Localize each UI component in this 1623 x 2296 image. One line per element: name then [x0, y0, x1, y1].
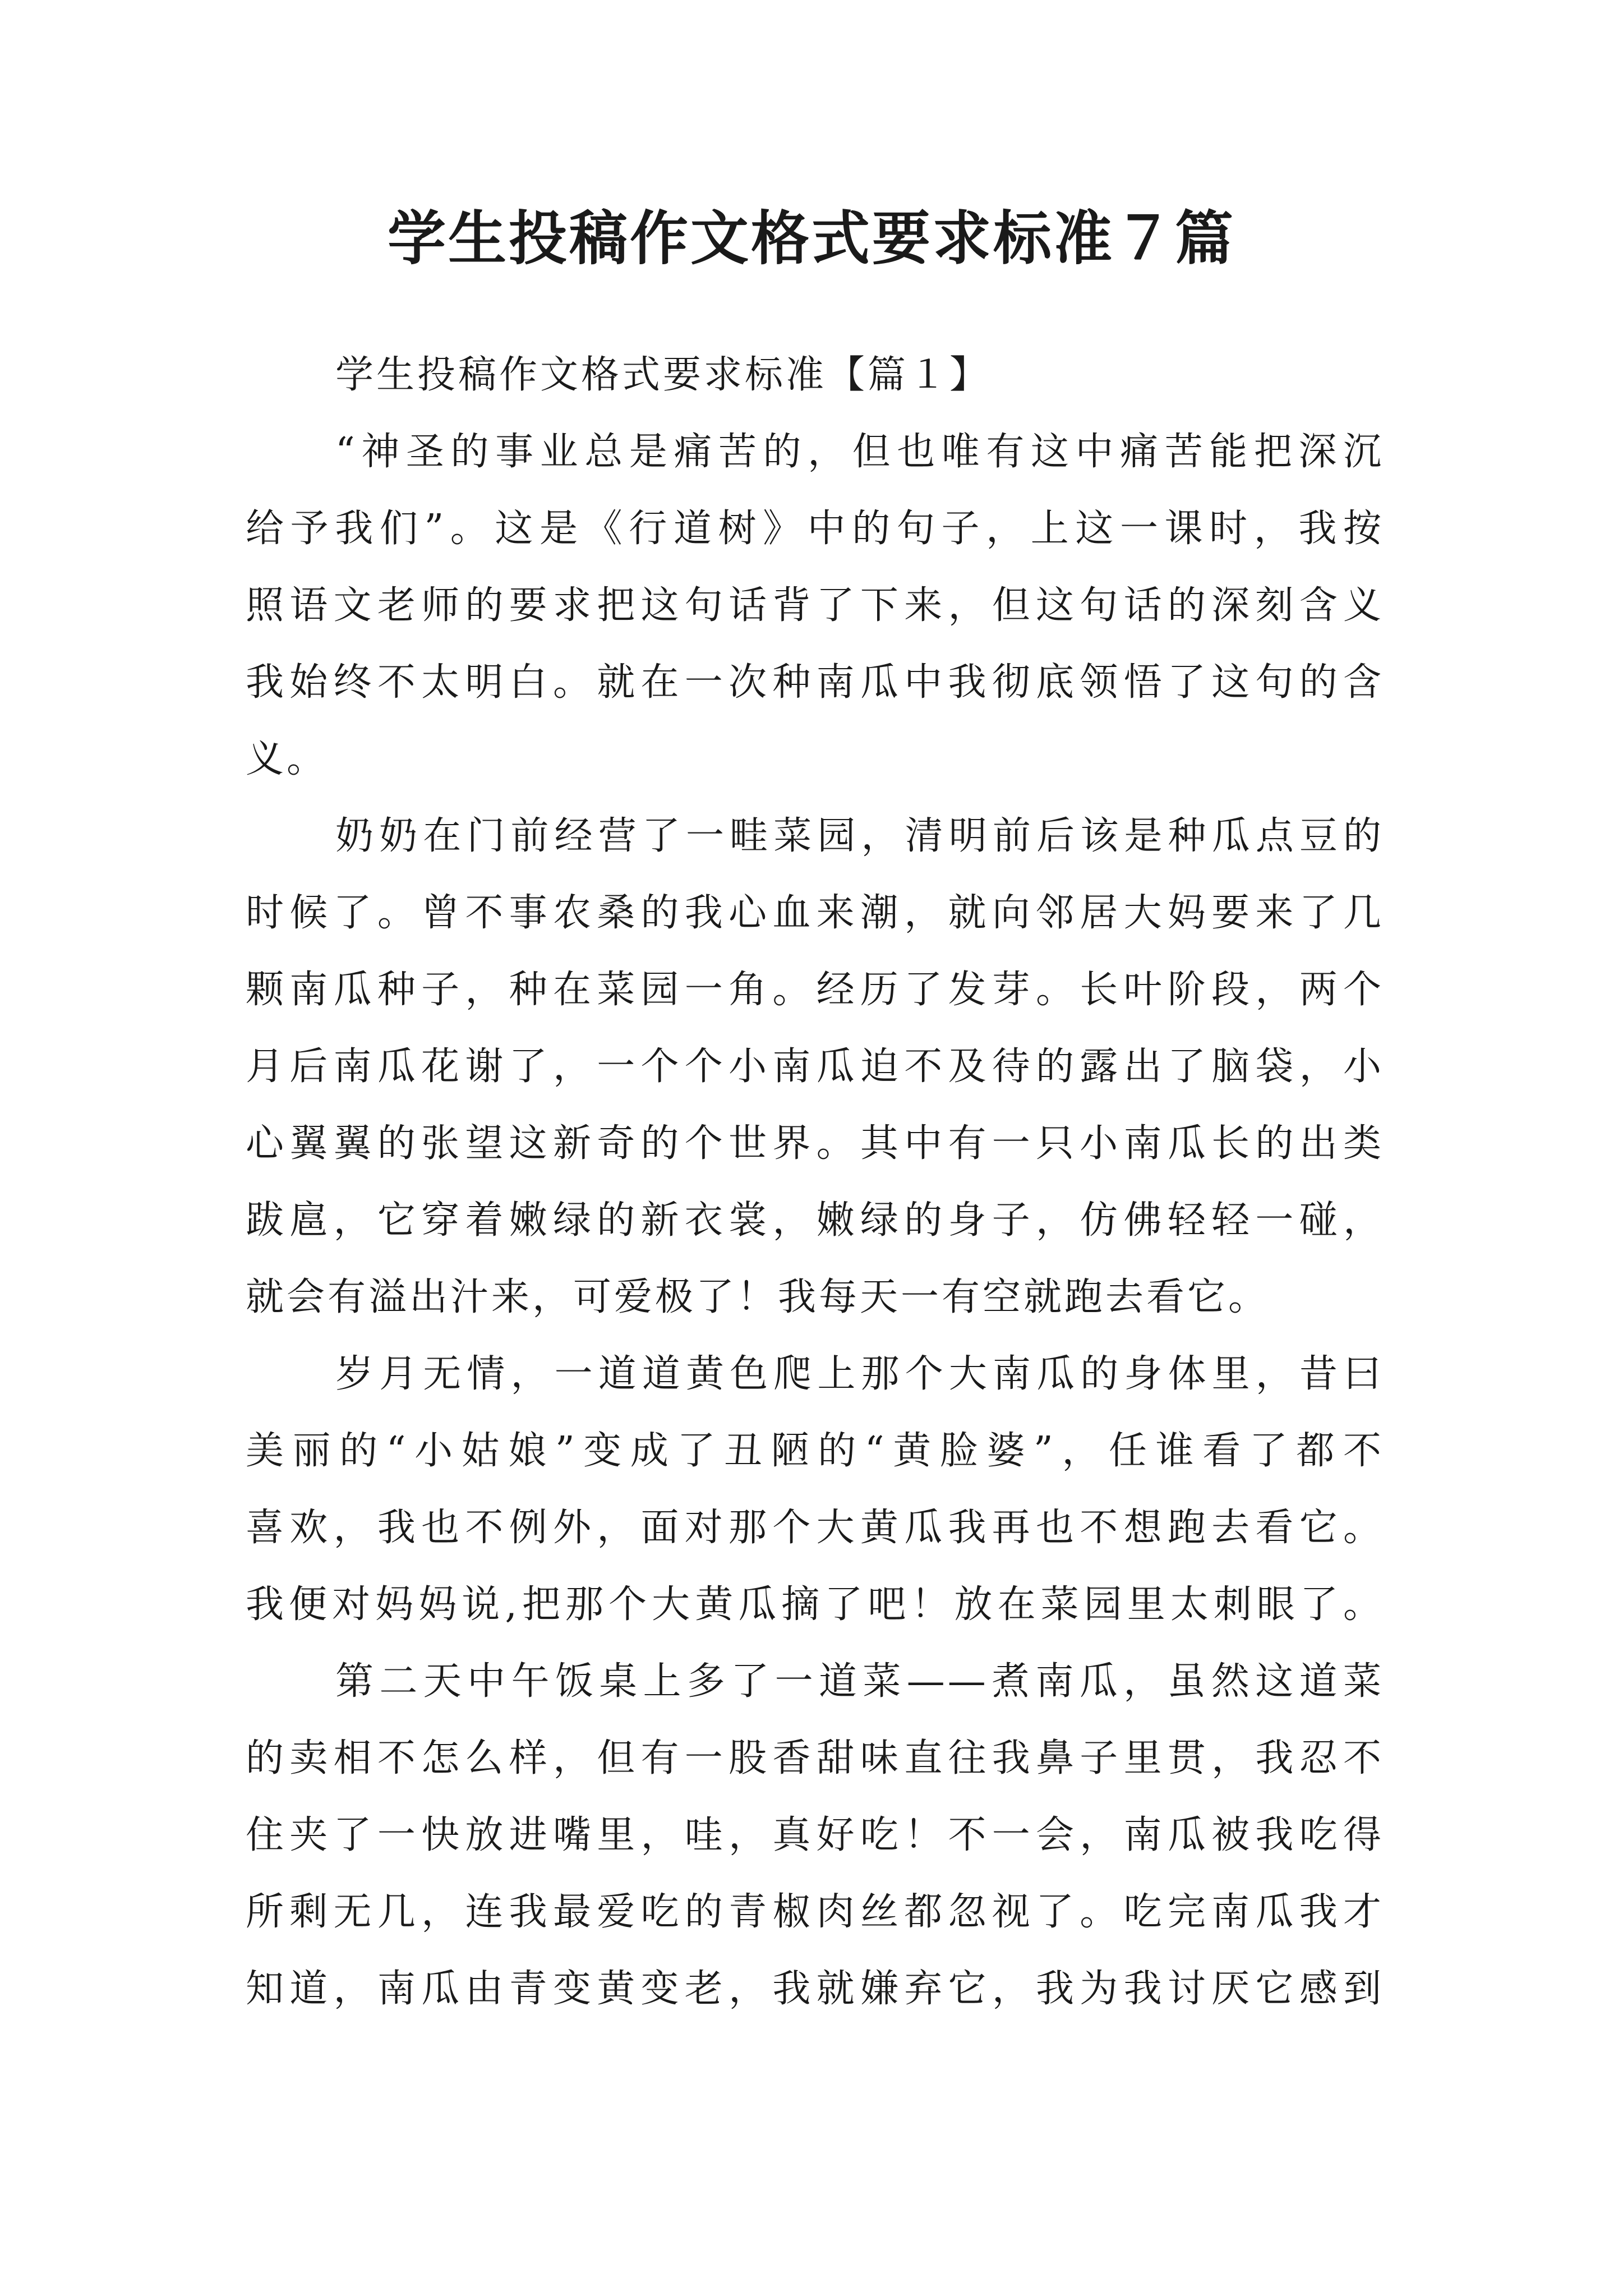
- paragraph-line: 岁月无情，一道道黄色爬上那个大南瓜的身体里，昔曰: [335, 1352, 1384, 1396]
- paragraph-line: 给予我们”。这是《行道树》中的句子，上这一课时，我按: [246, 507, 1384, 551]
- paragraph: [246, 798, 1384, 1336]
- section-heading: 学生投稿作文格式要求标准【篇１】: [335, 353, 991, 397]
- paragraph-line: 义。: [246, 737, 328, 781]
- paragraph-line: 我便对妈妈说,把那个大黄瓜摘了吧！放在菜园里太刺眼了。: [246, 1582, 1384, 1627]
- paragraph-line: “神圣的事业总是痛苦的，但也唯有这中痛苦能把深沉: [335, 430, 1384, 474]
- paragraph-line: 的卖相不怎么样，但有一股香甜味直往我鼻子里贯，我忍不: [246, 1736, 1384, 1780]
- paragraph-line: 颗南瓜种子，种在菜园一角。经历了发芽。长叶阶段，两个: [246, 968, 1384, 1012]
- paragraph-line: 跋扈，它穿着嫩绿的新衣裳，嫩绿的身子，仿佛轻轻一碰，: [246, 1198, 1384, 1243]
- paragraph-line: 我始终不太明白。就在一次种南瓜中我彻底领悟了这句的含: [246, 660, 1384, 705]
- paragraph-line: 照语文老师的要求把这句话背了下来，但这句话的深刻含义: [246, 583, 1384, 628]
- paragraph-line: 就会有溢出汁来，可爱极了！我每天一有空就跑去看它。: [246, 1275, 1270, 1319]
- document-body: [246, 337, 1384, 2027]
- document-title: 学生投稿作文格式要求标准７篇: [387, 204, 1235, 273]
- paragraph-line: 奶奶在门前经营了一畦菜园，清明前后该是种瓜点豆的: [335, 814, 1384, 858]
- paragraph: [246, 413, 1384, 798]
- paragraph-line: 知道，南瓜由青变黄变老，我就嫌弃它，我为我讨厌它感到: [246, 1967, 1384, 2011]
- paragraph-line: 喜欢，我也不例外，面对那个大黄瓜我再也不想跑去看它。: [246, 1506, 1384, 1550]
- paragraph-line: 美丽的“小姑娘”变成了丑陋的“黄脸婆”，任谁看了都不: [246, 1429, 1384, 1473]
- paragraph: [246, 1643, 1384, 2027]
- paragraph-line: 心翼翼的张望这新奇的个世界。其中有一只小南瓜长的出类: [246, 1121, 1384, 1166]
- paragraph: [246, 1336, 1384, 1643]
- paragraph-line: 时候了。曾不事农桑的我心血来潮，就向邻居大妈要来了几: [246, 891, 1384, 935]
- paragraph-line: 月后南瓜花谢了，一个个小南瓜迫不及待的露出了脑袋，小: [246, 1045, 1384, 1089]
- paragraph-line: 第二天中午饭桌上多了一道菜——煮南瓜，虽然这道菜: [335, 1659, 1384, 1704]
- paragraph-line: 住夹了一快放进嘴里，哇，真好吃！不一会，南瓜被我吃得: [246, 1813, 1384, 1857]
- paragraph-line: 所剩无几，连我最爱吃的青椒肉丝都忽视了。吃完南瓜我才: [246, 1890, 1384, 1934]
